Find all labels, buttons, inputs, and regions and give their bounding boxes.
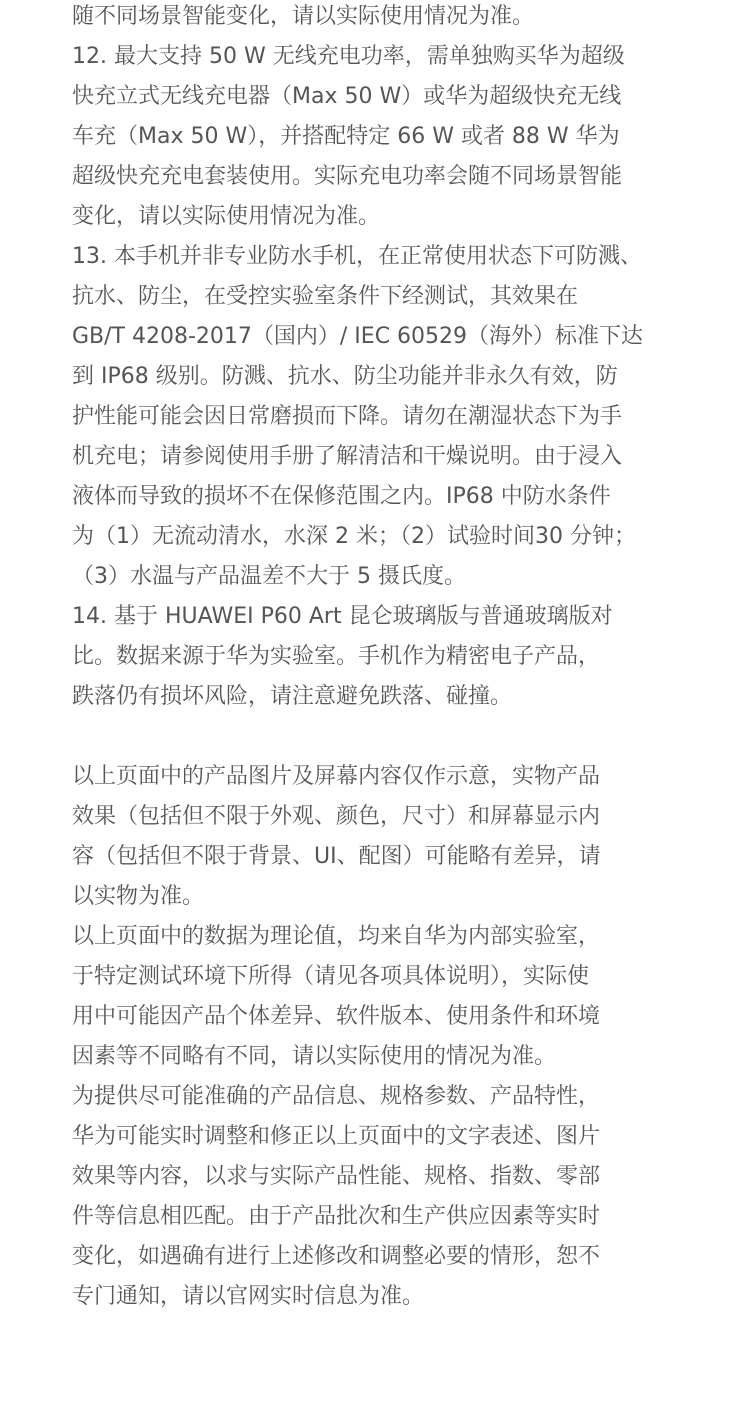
footnote-line: 超级快充充电套装使用。实际充电功率会随不同场景智能 [72,164,623,189]
footnote-line: 随不同场景智能变化，请以实际使用情况为准。 [72,4,535,29]
footnote-line: 车充（Max 50 W），并搭配特定 66 W 或者 88 W 华为 [72,124,620,149]
disclaimer-line: 件等信息相匹配。由于产品批次和生产供应因素等实时 [72,1204,601,1229]
footnote-14-line: 14. 基于 HUAWEI P60 Art 昆仑玻璃版与普通玻璃版对 [72,604,613,629]
footnote-line: 抗水、防尘，在受控实验室条件下经测试，其效果在 [72,284,579,309]
disclaimer-line: 效果等内容，以求与实际产品性能、规格、指数、零部 [72,1164,601,1189]
disclaimer-line: 变化，如遇确有进行上述修改和调整必要的情形，恕不 [72,1244,601,1269]
footnote-line: 跌落仍有损坏风险，请注意避免跌落、碰撞。 [72,684,513,709]
footnote-line: 护性能可能会因日常磨损而下降。请勿在潮湿状态下为手 [72,404,623,429]
disclaimer-line: 用中可能因产品个体差异、软件版本、使用条件和环境 [72,1004,601,1029]
footnote-12-line: 12. 最大支持 50 W 无线充电功率，需单独购买华为超级 [72,44,625,69]
disclaimer-line: 华为可能实时调整和修正以上页面中的文字表述、图片 [72,1124,601,1149]
footnote-line: 为（1）无流动清水，水深 2 米；（2）试验时间30 分钟； [72,524,636,549]
disclaimer-accuracy-line: 为提供尽可能准确的产品信息、规格参数、产品特性， [72,1084,601,1109]
footnote-line: 快充立式无线充电器（Max 50 W）或华为超级快充无线 [72,84,622,109]
footnote-line: GB/T 4208-2017（国内）/ IEC 60529（海外）标准下达 [72,324,644,349]
disclaimer-data-line: 以上页面中的数据为理论值，均来自华为内部实验室， [72,924,601,949]
disclaimer-line: 于特定测试环境下所得（请见各项具体说明），实际使 [72,964,590,989]
footnote-line: 变化，请以实际使用情况为准。 [72,204,381,229]
footnote-line: 液体而导致的损坏不在保修范围之内。IP68 中防水条件 [72,484,611,509]
footnote-13-line: 13. 本手机并非专业防水手机，在正常使用状态下可防溅、 [72,244,642,269]
footnote-line: 比。数据来源于华为实验室。手机作为精密电子产品， [72,644,601,669]
footnote-line: 到 IP68 级别。防溅、抗水、防尘功能并非永久有效，防 [72,364,618,389]
footnote-line: 机充电；请参阅使用手册了解清洁和干燥说明。由于浸入 [72,444,623,469]
footnotes-section [72,0,712,717]
disclaimer-images-line: 以上页面中的产品图片及屏幕内容仅作示意，实物产品 [72,764,601,789]
footnote-line: （3）水温与产品温差不大于 5 摄氏度。 [72,564,466,589]
disclaimers-section [72,757,712,1317]
disclaimer-line: 因素等不同略有不同，请以实际使用的情况为准。 [72,1044,557,1069]
disclaimer-line: 以实物为准。 [72,884,205,909]
disclaimer-line: 专门通知，请以官网实时信息为准。 [72,1284,425,1309]
disclaimer-line: 容（包括但不限于背景、UI、配图）可能略有差异，请 [72,844,601,869]
disclaimer-line: 效果（包括但不限于外观、颜色，尺寸）和屏幕显示内 [72,804,601,829]
